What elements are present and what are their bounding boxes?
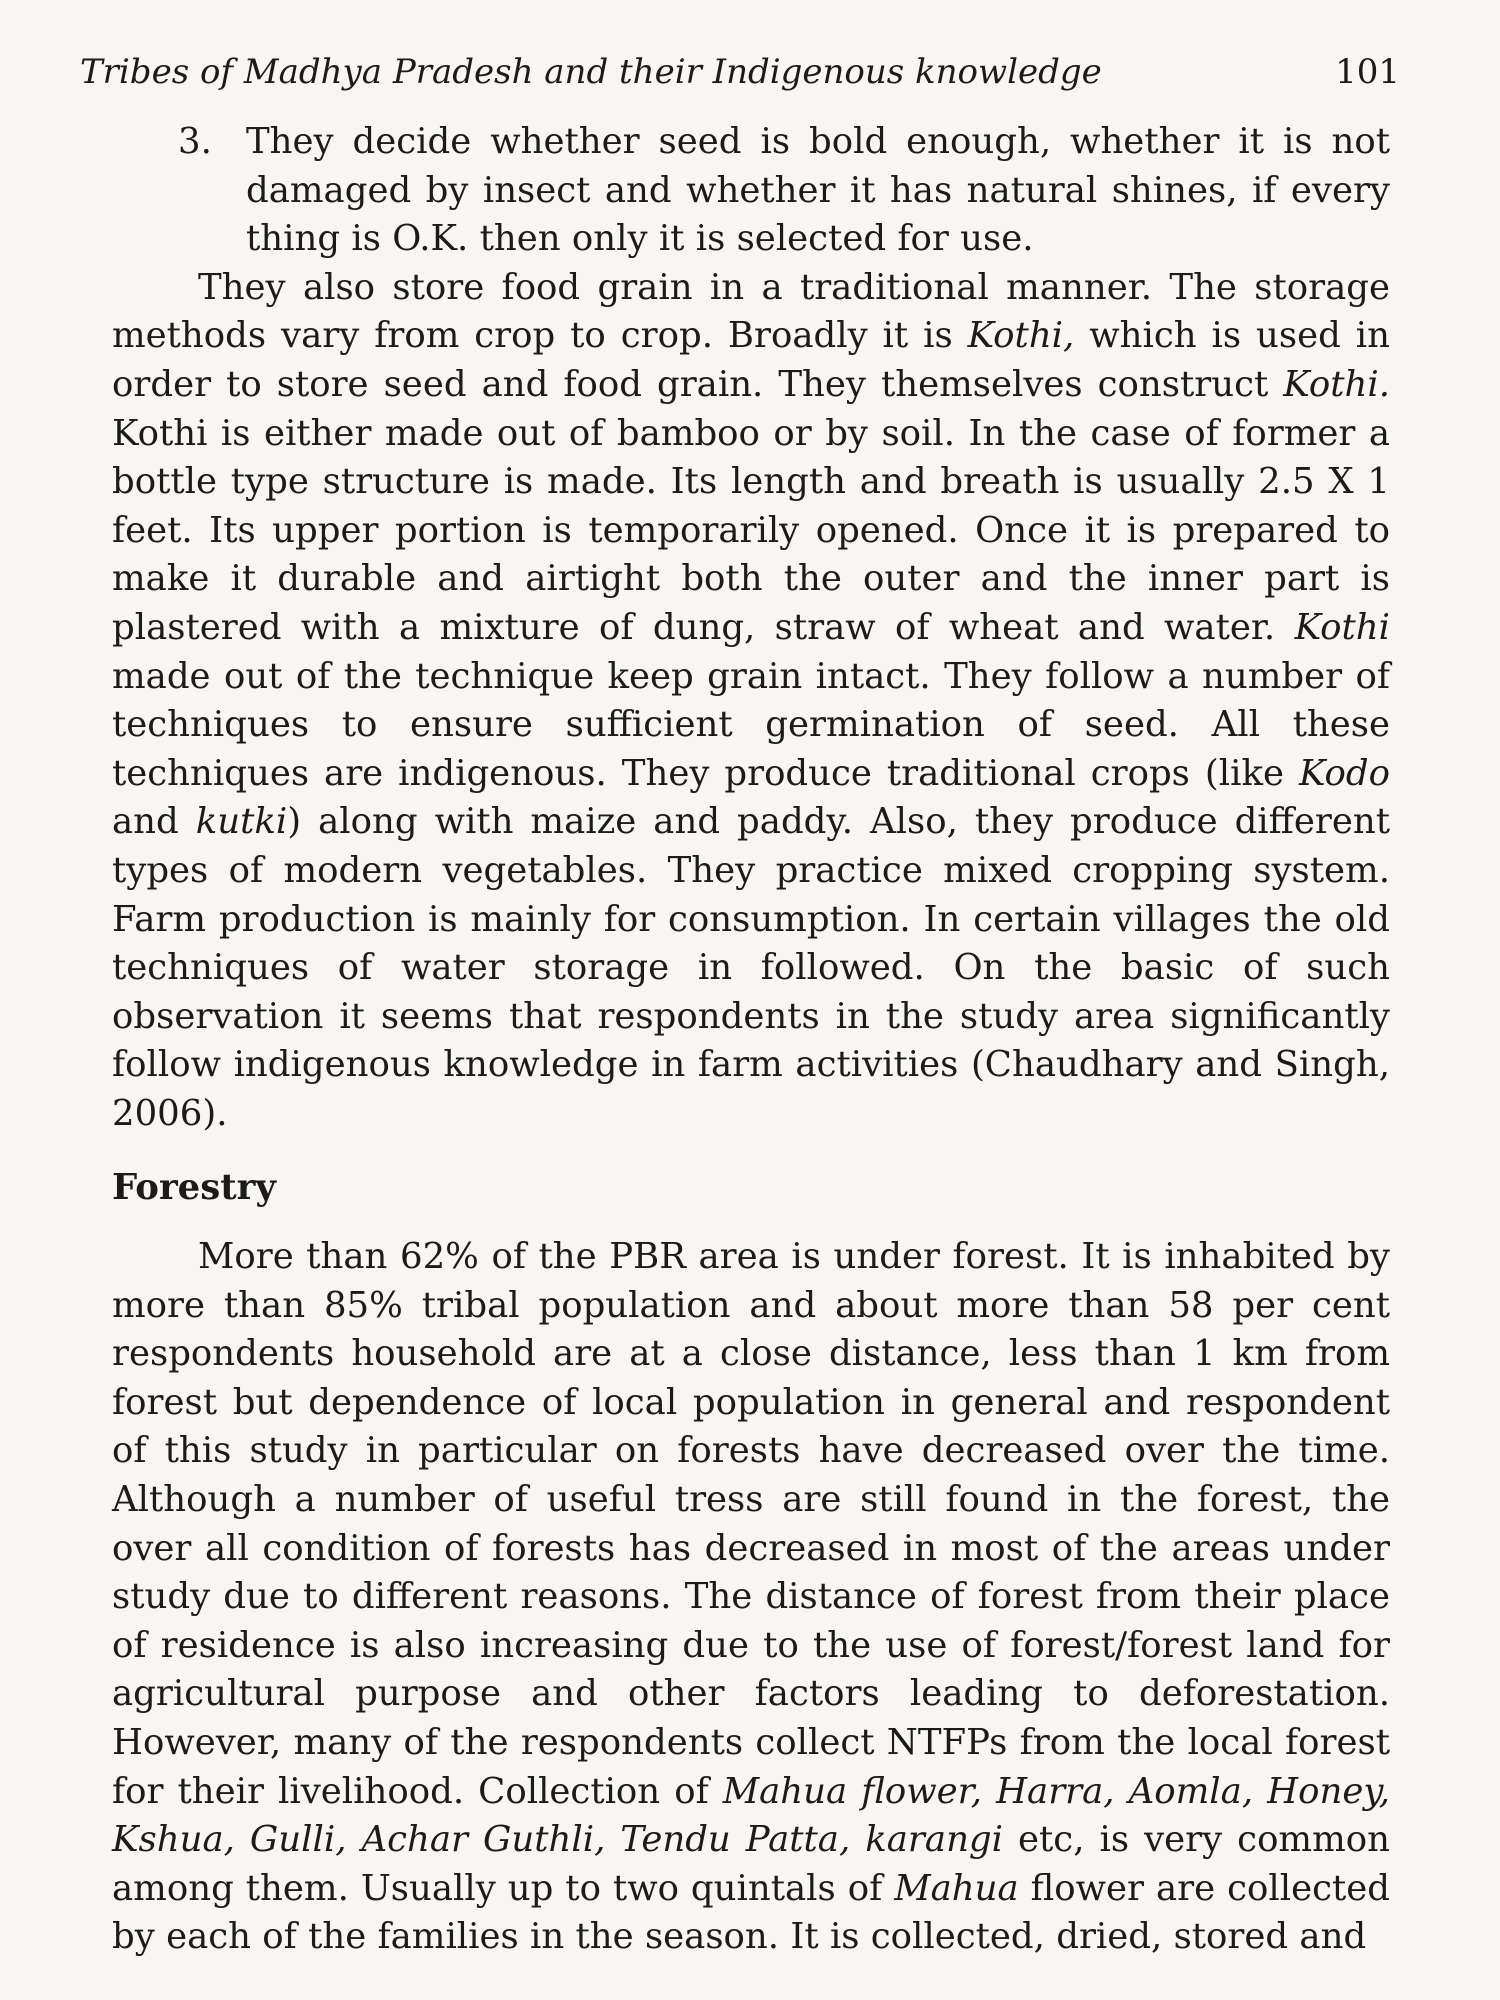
text-run: made out of the technique keep grain intact. They follow a number of techniques to ensure sufficient germination of seed. All these techniques are indigenous. They produce traditional crops (like [112,655,1390,794]
term-mahua: Mahua [894,1867,1019,1909]
term-kothi: Kothi, [967,315,1075,357]
text-run: flower are collected by each of the families in the season. It is collected, dried, stored and [112,1867,1390,1958]
term-kodo: Kodo [1298,752,1390,794]
term-kutki: kutki [195,801,288,843]
list-item-text: They decide whether seed is bold enough, whether it is not damaged by insect and whether it has natural shines, if every thing is O.K. then only it is selected for use. [246,121,1390,260]
page-body [112,118,1390,1962]
page-header [80,52,1400,102]
text-run: etc, is very common among them. Usually up to two quintals of [112,1819,1390,1909]
running-title: Tribes of Madhya Pradesh and their Indigenous knowledge [80,52,1102,92]
text-run: More than 62% of the PBR area is under forest. It is inhabited by more than 85% tribal population and about more than 58 per cent respondents household are at a close distance, less than 1 km from forest but dependence of local population in general and respondent of this study in particular on forests have decreased over the time. Although a number of useful tress are still found in the forest, the over all condition of forests has decreased in most of the areas under study due to different reasons. The distance of forest from their place of residence is also increasing due to the use of forest/forest land for agricultural purpose and other factors leading to deforestation. However, many of the respondents collect NTFPs from the local forest for their livelihood. Collection of [112,1236,1390,1812]
page-number: 101 [1335,52,1400,92]
term-kothi: Kothi. [1283,363,1390,405]
paragraph-storage [112,264,1390,1139]
text-run: and [112,801,196,843]
term-kothi: Kothi [1294,606,1390,648]
term-ntfp-list: Mahua flower, Harra, Aomla, Honey, Kshua, Gulli, Achar Guthli, Tendu Patta, karangi [112,1770,1390,1861]
list-item [178,118,1390,264]
section-heading: Forestry [112,1167,276,1209]
paragraph-forestry [112,1233,1390,1962]
text-run: They also store food grain in a traditional manner. The storage methods vary from crop to crop. Broadly it is [112,266,1390,357]
text-run: ) along with maize and paddy. Also, they produce different types of modern vegetables. They practice mixed cropping system. Farm production is mainly for consumption. In certain villages the old techniques of water storage in followed. On the basic of such observation it seems that respondents in the study area significantly follow indigenous knowledge in farm activities (Chaudhary and Singh, 2006). [112,801,1390,1134]
text-run: which is used in order to store seed and food grain. They themselves construct [112,315,1390,405]
list-item-number: 3. [178,121,212,162]
text-run: Kothi is either made out of bamboo or by soil. In the case of former a bottle type structure is made. Its length and breath is usually 2.5 X 1 feet. Its upper portion is temporarily opened. Once it is prepared to make it durable and airtight both the outer and the inner part is plastered with a mixture of dung, straw of wheat and water. [112,412,1390,648]
